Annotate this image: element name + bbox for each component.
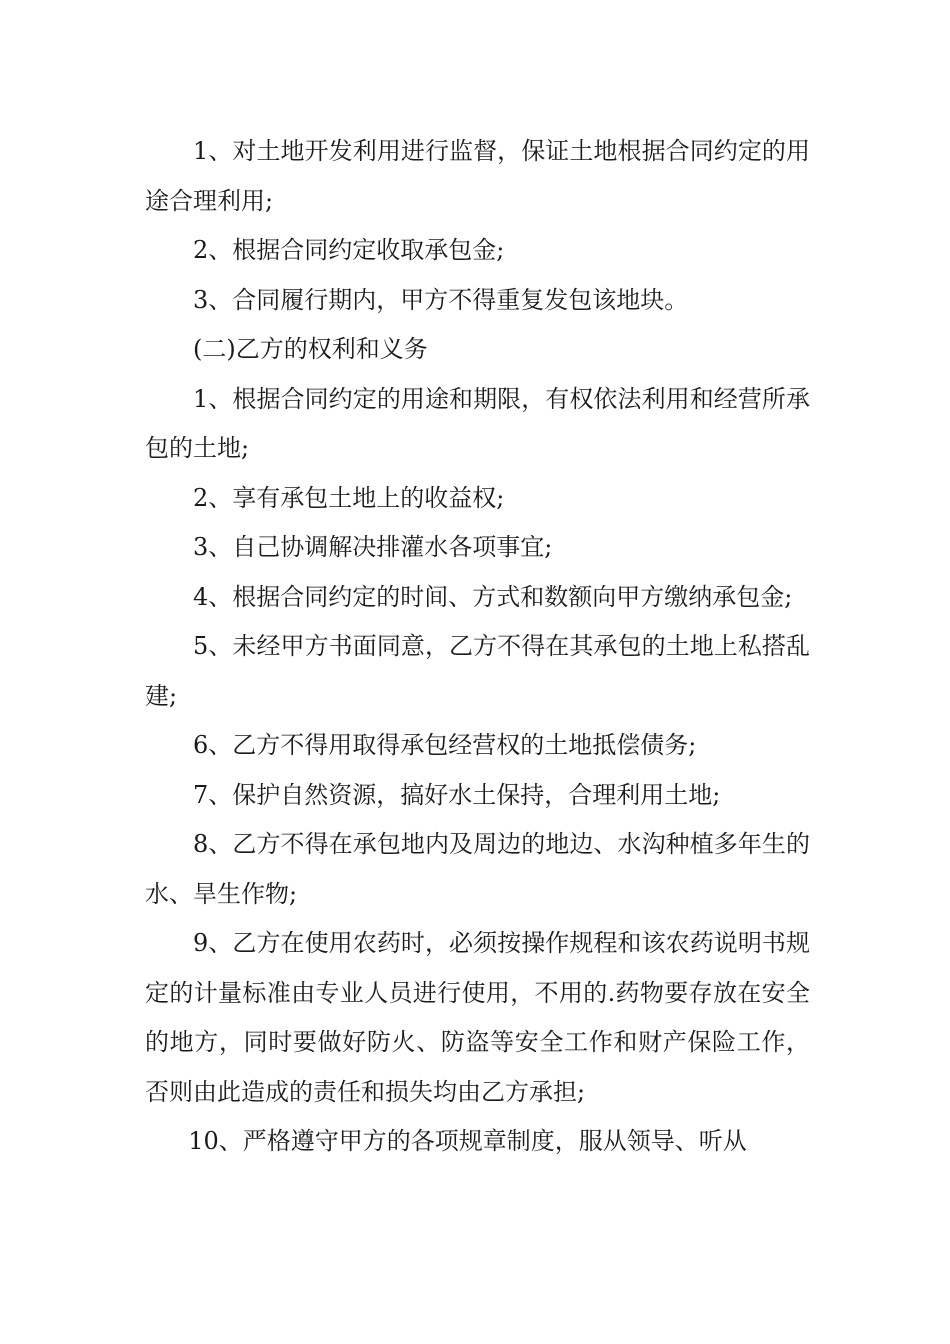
clause-party-a-3: 3、合同履行期内，甲方不得重复发包该地块。 [193, 285, 689, 314]
clause-party-b-8: 8、乙方不得在承包地内及周边的地边、水沟种植多年生的水、旱生作物; [145, 830, 810, 908]
clause-party-b-4: 4、根据合同约定的时间、方式和数额向甲方缴纳承包金; [193, 582, 793, 611]
clause-party-b-10: 10、严格遵守甲方的各项规章制度，服从领导、听从 [188, 1127, 747, 1155]
clause-party-b-9: 9、乙方在使用农药时，必须按操作规程和该农药说明书规定的计量标准由专业人员进行使用，不用的.药物要存放在安全的地方，同时要做好防火、防盗等安全工作和财产保险工作，否则由此造成的责任和损失均由乙方承担; [145, 929, 810, 1106]
clause-party-b-7: 7、保护自然资源，搞好水土保持，合理利用土地; [193, 780, 721, 809]
clause-party-b-3: 3、自己协调解决排灌水各项事宜; [193, 533, 553, 561]
document-body [145, 127, 810, 1167]
clause-party-a-2: 2、根据合同约定收取承包金; [193, 236, 505, 264]
clause-party-b-2: 2、享有承包土地上的收益权; [193, 483, 505, 512]
clause-party-b-1: 1、根据合同约定的用途和期限，有权依法利用和经营所承包的土地; [145, 384, 810, 462]
clause-party-b-6: 6、乙方不得用取得承包经营权的土地抵偿债务; [193, 731, 697, 759]
clause-party-b-5: 5、未经甲方书面同意，乙方不得在其承包的土地上私搭乱建; [145, 632, 810, 710]
clause-party-a-1: 1、对土地开发利用进行监督，保证土地根据合同约定的用途合理利用; [145, 137, 810, 215]
section-heading-party-b: (二)乙方的权利和义务 [193, 335, 428, 363]
